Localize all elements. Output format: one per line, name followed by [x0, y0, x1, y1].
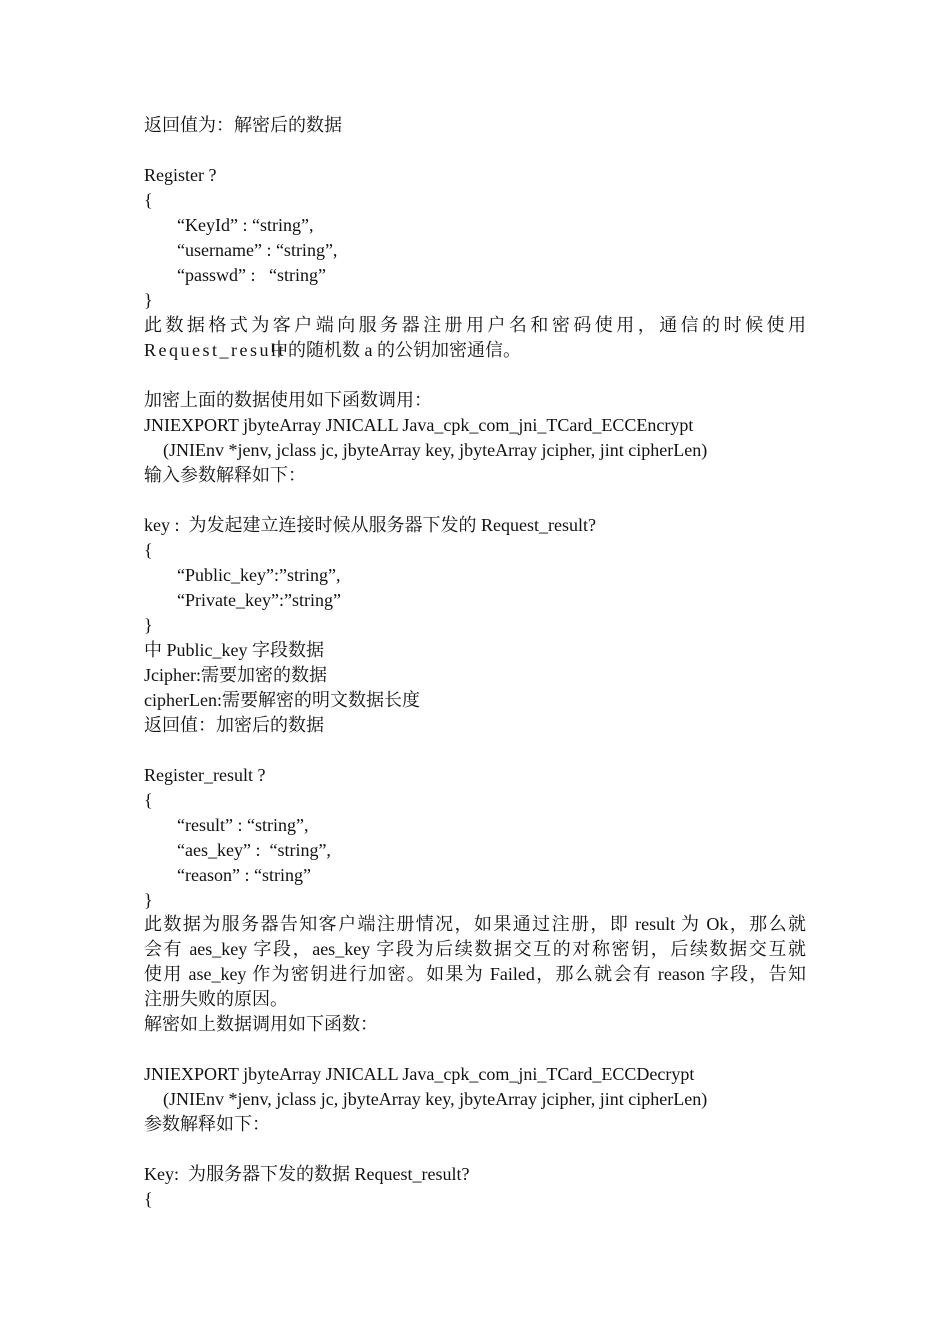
function-signature: JNIEXPORT jbyteArray JNICALL Java_cpk_com_jni_TCard_ECCDecrypt — [144, 1064, 695, 1084]
text-line: 加密上面的数据使用如下函数调用： — [144, 390, 432, 410]
code-brace: { — [144, 540, 153, 560]
param-desc: key : 为发起建立连接时候从服务器下发的 Request_result? — [144, 515, 596, 535]
text-line: 解密如上数据调用如下函数： — [144, 1014, 378, 1034]
paragraph-line: 会有 aes_key 字段，aes_key 字段为后续数据交互的对称密钥，后续数据交互就 — [144, 939, 806, 959]
code-line: “Public_key”:”string”, — [177, 565, 341, 585]
text-line: 参数解释如下： — [144, 1114, 270, 1134]
paragraph-line: Request_result — [144, 340, 286, 360]
paragraph-line: 注册失败的原因。 — [144, 989, 288, 1009]
paragraph-line: 此数据格式为客户端向服务器注册用户名和密码使用，通信的时候使用 — [144, 315, 806, 335]
text-line: 返回值：加密后的数据 — [144, 715, 324, 735]
text-line: 输入参数解释如下： — [144, 465, 306, 485]
code-brace: { — [144, 790, 153, 810]
code-line: “reason” : “string” — [177, 865, 311, 885]
code-line: “result” : “string”, — [177, 815, 309, 835]
paragraph-line: 此数据为服务器告知客户端注册情况，如果通过注册，即 result 为 Ok，那么就 — [144, 914, 806, 934]
paragraph-line: 中的随机数 a 的公钥加密通信。 — [270, 340, 521, 360]
code-brace: } — [144, 290, 153, 310]
text-line: 返回值为：解密后的数据 — [144, 115, 342, 135]
code-line: “aes_key” : “string”, — [177, 840, 331, 860]
code-line: “username” : “string”, — [177, 240, 338, 260]
code-brace: { — [144, 190, 153, 210]
param-desc: Jcipher:需要加密的数据 — [144, 665, 327, 685]
code-line: “Private_key”:”string” — [177, 590, 341, 610]
paragraph-line: 使用 ase_key 作为密钥进行加密。如果为 Failed，那么就会有 reason 字段，告知 — [144, 964, 806, 984]
code-line: “KeyId” : “string”, — [177, 215, 314, 235]
code-line: “passwd” : “string” — [177, 265, 326, 285]
section-heading: Register_result ? — [144, 765, 266, 785]
code-brace: { — [144, 1189, 153, 1209]
section-heading: Register ? — [144, 165, 217, 185]
param-desc: cipherLen:需要解密的明文数据长度 — [144, 690, 420, 710]
function-params: (JNIEnv *jenv, jclass jc, jbyteArray key, jbyteArray jcipher, jint cipherLen) — [163, 1089, 708, 1109]
param-desc: Key: 为服务器下发的数据 Request_result? — [144, 1164, 470, 1184]
param-desc: 中 Public_key 字段数据 — [144, 640, 324, 660]
code-brace: } — [144, 615, 153, 635]
code-brace: } — [144, 890, 153, 910]
function-signature: JNIEXPORT jbyteArray JNICALL Java_cpk_com_jni_TCard_ECCEncrypt — [144, 415, 694, 435]
function-params: (JNIEnv *jenv, jclass jc, jbyteArray key, jbyteArray jcipher, jint cipherLen) — [163, 440, 708, 460]
